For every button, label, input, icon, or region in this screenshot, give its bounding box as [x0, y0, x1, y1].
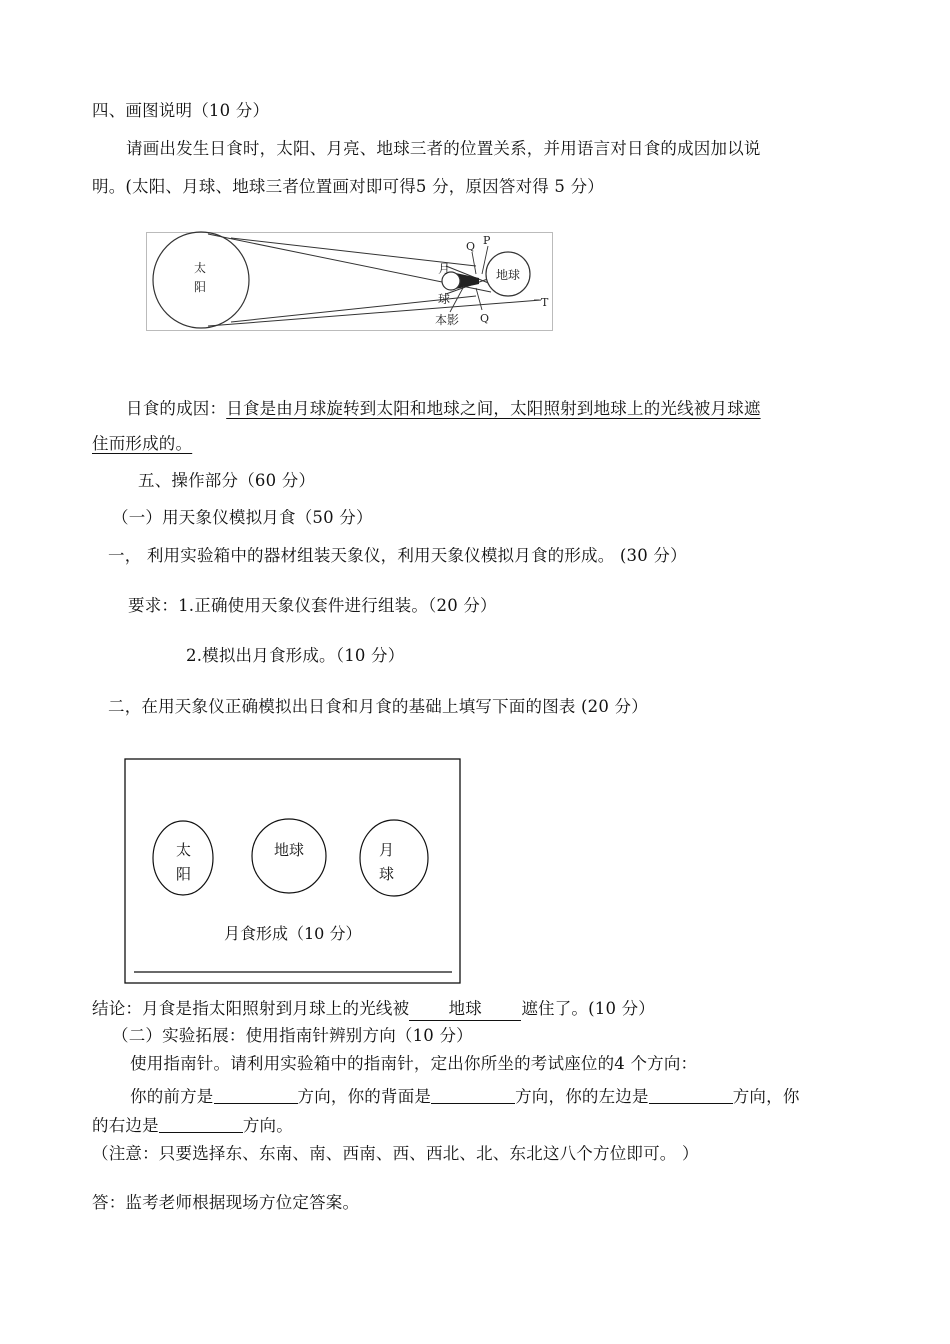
compass-note: （注意：只要选择东、东南、南、西南、西、西北、北、东北这八个方位即可。 ） [92, 1144, 699, 1163]
back-blank[interactable] [431, 1085, 515, 1104]
sun-label-2: 阳 [194, 280, 207, 294]
lunar-earth-label: 地球 [274, 841, 305, 859]
conclusion-answer: 地球 [409, 998, 521, 1021]
point-label-p: P [483, 234, 491, 247]
eclipse-cause-label: 日食的成因： [126, 399, 227, 418]
direction-line1 [130, 1085, 800, 1108]
point-label-q-bottom: Q [480, 312, 490, 325]
right-lead: 方向，你 [732, 1087, 800, 1106]
sun-label-1: 太 [194, 261, 207, 275]
lunar-caption: 月食形成（10 分） [224, 924, 362, 943]
section5-item1: 一， 利用实验箱中的器材组装天象仪，利用天象仪模拟月食的形成。 (30 分） [108, 546, 687, 565]
eclipse-cause-answer-2: 住而形成的。 [92, 434, 193, 453]
lunar-moon-label-1: 月 [379, 841, 395, 859]
lunar-sun-label-1: 太 [176, 841, 192, 859]
eclipse-cause-line1 [126, 398, 761, 420]
right-blank[interactable] [159, 1114, 243, 1133]
lunar-moon-label-2: 球 [379, 865, 395, 883]
section5-sub1: （一）用天象仪模拟月食（50 分） [112, 508, 373, 527]
lunar-eclipse-box [124, 758, 462, 986]
compass-intro: 使用指南针。请利用实验箱中的指南针，定出你所坐的考试座位的4 个方向： [130, 1054, 698, 1073]
section5-heading: 五、操作部分（60 分） [138, 471, 316, 490]
eclipse-cause-line2 [92, 433, 206, 455]
conclusion-line [92, 998, 655, 1021]
section4-instruction-line1: 请画出发生日食时，太阳、月亮、地球三者的位置关系，并用语言对日食的成因加以说 [126, 139, 761, 158]
section5-req1: 要求：1.正确使用天象仪套件进行组装。（20 分） [128, 596, 497, 615]
right-label: 的右边是 [92, 1116, 159, 1135]
section4-heading: 四、画图说明（10 分） [92, 101, 270, 120]
moon-label-2: 球 [438, 292, 451, 306]
earth-label: 地球 [496, 268, 521, 282]
back-label: 方向，你的背面是 [297, 1087, 432, 1106]
conclusion-prefix: 结论：月食是指太阳照射到月球上的光线被 [92, 999, 410, 1018]
eclipse-cause-answer-1: 日食是由月球旋转到太阳和地球之间，太阳照射到地球上的光线被月球遮 [226, 399, 761, 418]
direction-line2 [92, 1114, 293, 1137]
compass-answer: 答：监考老师根据现场方位定答案。 [92, 1193, 360, 1212]
moon-label-1: 月 [438, 262, 451, 276]
lunar-sun-label-2: 阳 [176, 865, 192, 883]
point-label-q-top: Q [466, 240, 476, 253]
front-blank[interactable] [214, 1085, 298, 1104]
section5-item2: 二，在用天象仪正确模拟出日食和月食的基础上填写下面的图表 (20 分） [108, 697, 648, 716]
section5-req2: 2.模拟出月食形成。（10 分） [186, 646, 405, 665]
solar-eclipse-diagram [146, 228, 554, 332]
right-end: 方向。 [242, 1116, 293, 1135]
left-label: 方向，你的左边是 [515, 1087, 649, 1106]
section4-instruction-line2: 明。(太阳、月球、地球三者位置画对即可得5 分，原因答对得 5 分） [92, 177, 604, 196]
front-label: 你的前方是 [130, 1087, 214, 1106]
umbra-label: 本影 [435, 313, 460, 327]
point-label-t: T [541, 296, 549, 309]
section5-sub2: （二）实验拓展：使用指南针辨别方向（10 分） [112, 1026, 473, 1045]
left-blank[interactable] [649, 1085, 733, 1104]
conclusion-suffix: 遮住了。(10 分） [521, 999, 655, 1018]
